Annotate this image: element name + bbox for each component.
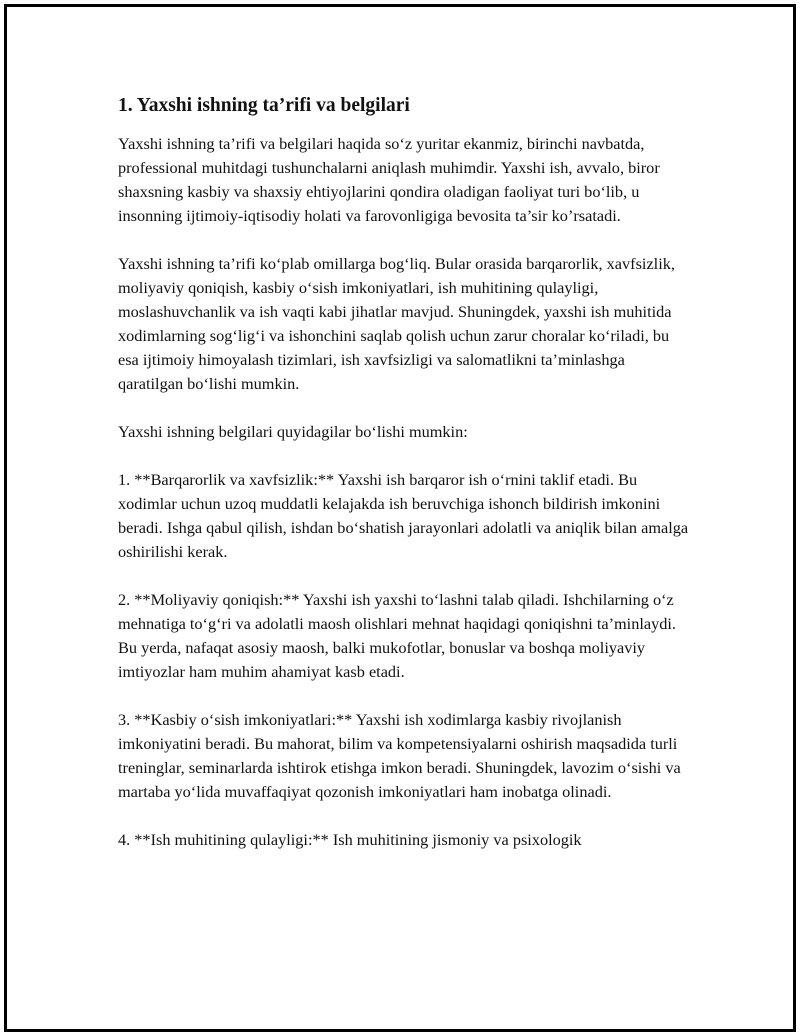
document-body <box>118 92 693 876</box>
factors-paragraph: Yaxshi ishning ta’rifi ko‘plab omillarga bog‘liq. Bular orasida barqarorlik, xavfsizlik, moliyaviy qoniqish, kasbiy o‘sish imkoniyatlari, ish muhitining qulayligi, moslashuvchanlik va ish vaqti kabi jihatlar mavjud. Shuningdek, yaxshi ish muhitida xodimlarning sog‘lig‘i va ishonchini saqlab qolish uchun zarur choralar ko‘riladi, bu esa ijtimoiy himoyalash tizimlari, ish xavfsizligi va salomatlikni ta’minlashga qaratilgan bo‘lishi mumkin. <box>118 254 675 393</box>
list-item-stability: 1. **Barqarorlik va xavfsizlik:** Yaxshi ish barqaror ish o‘rnini taklif etadi. Bu xodimlar uchun uzoq muddatli kelajakda ish beruvchiga ishonch bildirish imkonini beradi. Ishga qabul qilish, ishdan bo‘shatish jarayonlari adolatli va aniqlik bilan amalga oshirilishi kerak. <box>118 470 689 561</box>
list-item-growth: 3. **Kasbiy o‘sish imkoniyatlari:** Yaxshi ish xodimlarga kasbiy rivojlanish imkoniyatini beradi. Bu mahorat, bilim va kompetensiyalarni oshirish maqsadida turli treninglar, seminarlarda ishtirok etishga imkon beradi. Shuningdek, lavozim o‘sishi va martaba yo‘lida muvaffaqiyat qozonish imkoniyatlari ham inobatga olinadi. <box>118 710 681 801</box>
section-heading: 1. Yaxshi ishning ta’rifi va belgilari <box>118 95 410 116</box>
list-intro-paragraph: Yaxshi ishning belgilari quyidagilar bo‘lishi mumkin: <box>118 422 468 441</box>
list-item-environment: 4. **Ish muhitining qulayligi:** Ish muhitining jismoniy va psixologik <box>118 830 582 849</box>
list-item-financial: 2. **Moliyaviy qoniqish:** Yaxshi ish yaxshi to‘lashni talab qiladi. Ishchilarning o‘z mehnatiga to‘g‘ri va adolatli maosh olishlari mehnat haqidagi qoniqishni ta’minlaydi. Bu yerda, nafaqat asosiy maosh, balki mukofotlar, bonuslar va boshqa moliyaviy imtiyozlar ham muhim ahamiyat kasb etadi. <box>118 590 676 681</box>
intro-paragraph: Yaxshi ishning ta’rifi va belgilari haqida so‘z yuritar ekanmiz, birinchi navbatda, professional muhitdagi tushunchalarni aniqlash muhimdir. Yaxshi ish, avvalo, biror shaxsning kasbiy va shaxsiy ehtiyojlarini qondira oladigan faoliyat turi bo‘lib, u insonning ijtimoiy-iqtisodiy holati va farovonligiga bevosita ta’sir ko’rsatadi. <box>118 134 660 225</box>
